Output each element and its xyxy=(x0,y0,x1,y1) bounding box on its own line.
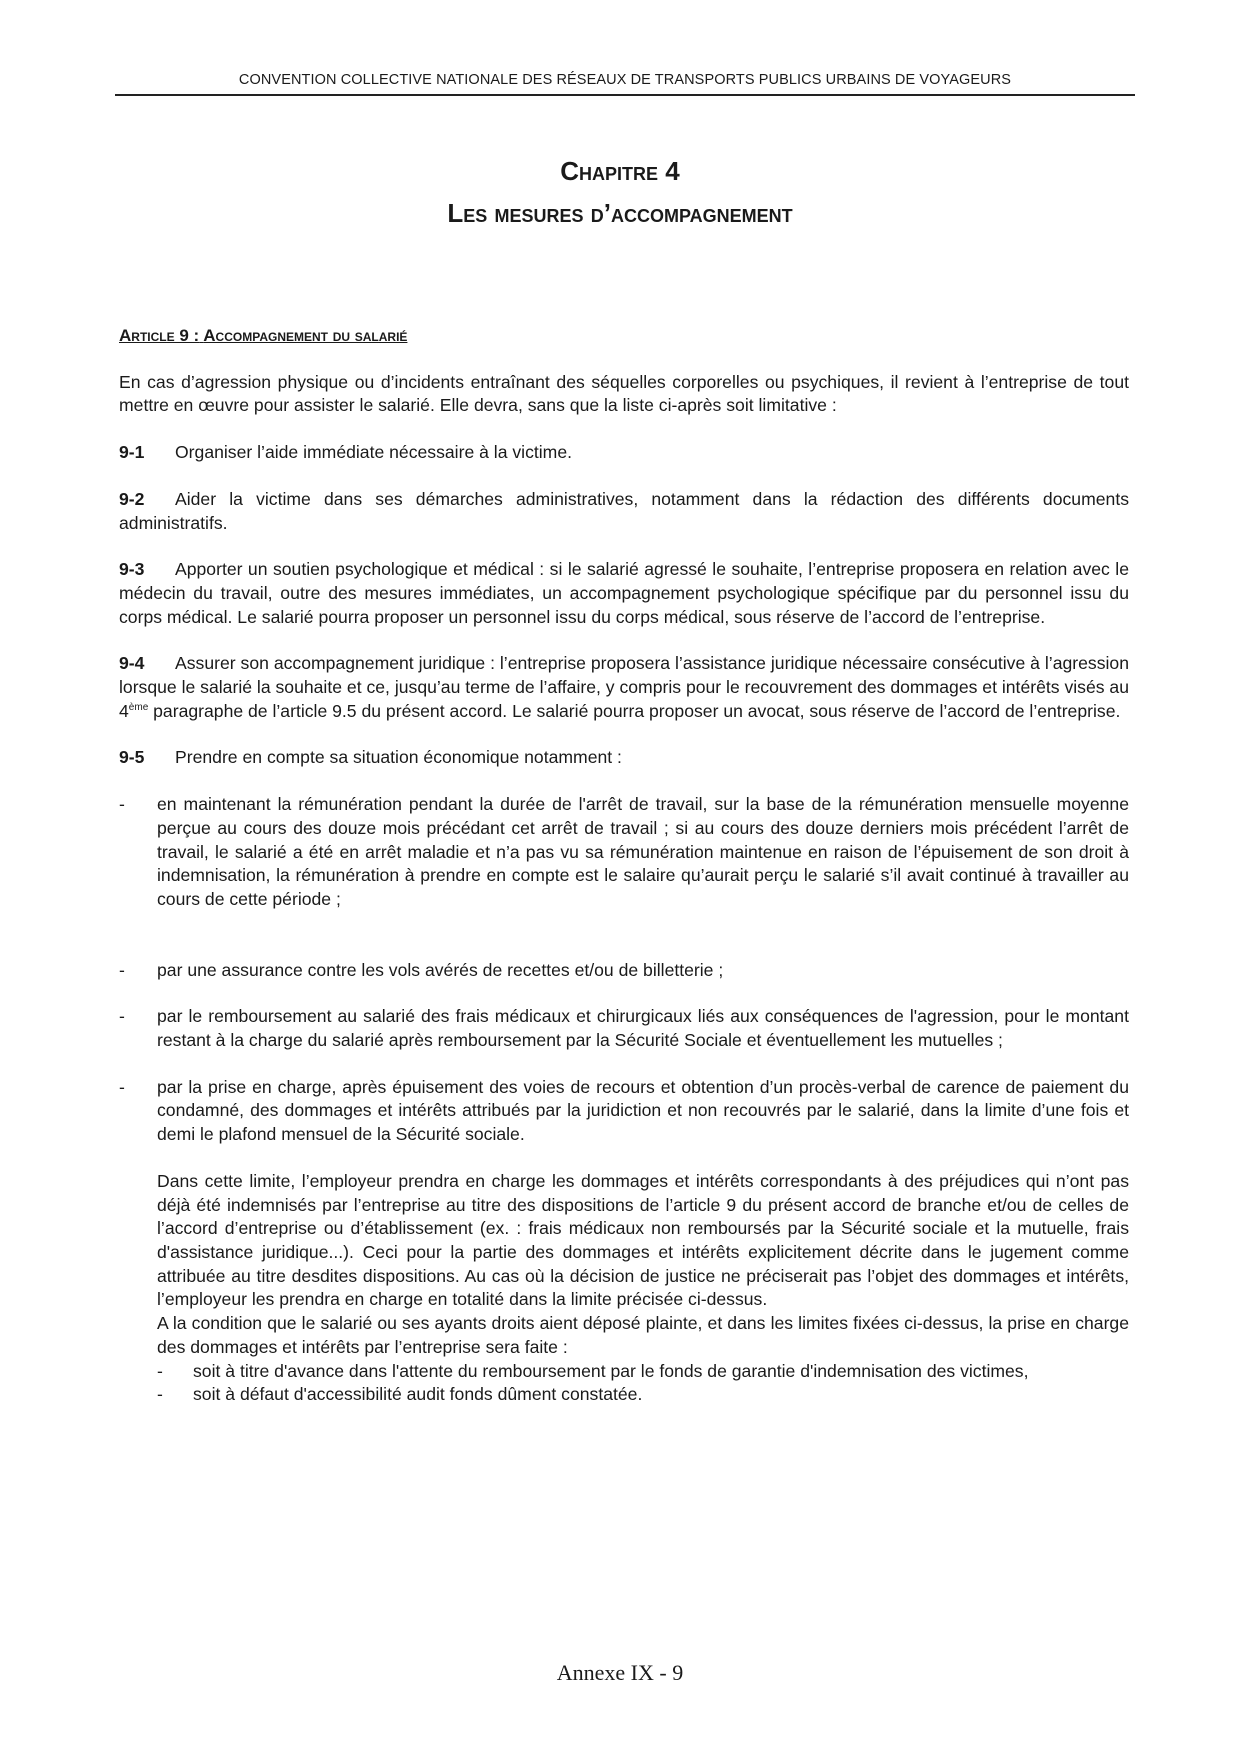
item-number: 9-2 xyxy=(119,488,145,509)
running-header: CONVENTION COLLECTIVE NATIONALE DES RÉSEAUX DE TRANSPORTS PUBLICS URBAINS DE VOYAGEURS xyxy=(238,72,1012,88)
sub-list-item xyxy=(119,1383,1129,1407)
chapter-number: Chapitre 4 xyxy=(560,156,680,186)
item-text: Aider la victime dans ses démarches administratives, notamment dans la rédaction des différents documents administratifs. xyxy=(119,488,1129,533)
page-footer: Annexe IX - 9 xyxy=(556,1660,684,1685)
sub-list-item-text: soit à titre d'avance dans l'attente du remboursement par le fonds de garantie d'indemnisation des victimes, xyxy=(193,1360,1029,1381)
item-number: 9-5 xyxy=(119,747,145,768)
item-9-4 xyxy=(119,652,1129,723)
list-item xyxy=(119,959,1129,983)
dash-bullet: - xyxy=(119,1006,125,1027)
dash-bullet: - xyxy=(157,1384,163,1405)
chapter-heading xyxy=(0,150,1240,234)
header-rule xyxy=(115,94,1135,96)
item-9-2 xyxy=(119,488,1129,535)
condition-paragraph: A la condition que le salarié ou ses ayants droits aient déposé plainte, et dans les limites fixées ci-dessus, la prise en charge des dommages et intérêts par l’entreprise sera faite : xyxy=(157,1313,1129,1357)
item-9-1 xyxy=(119,441,1129,465)
sub-list-item-text: soit à défaut d'accessibilité audit fonds dûment constatée. xyxy=(193,1384,643,1405)
article-intro: En cas d’agression physique ou d’incidents entraînant des séquelles corporelles ou psychiques, il revient à l’entreprise de tout mettre en œuvre pour assister le salarié. Elle devra, sans que la liste ci-après soit limitative : xyxy=(119,371,1129,416)
item-text: Apporter un soutien psychologique et médical : si le salarié agressé le souhaite, l’entreprise proposera en relation avec le médecin du travail, outre des mesures immédiates, un accompagnement psychologique spécifique par du personnel issu du corps médical. Le salarié pourra proposer un personnel issu du corps médical, sous réserve de l’accord de l’entreprise. xyxy=(119,559,1129,627)
article-heading xyxy=(119,324,1129,348)
item-9-5 xyxy=(119,746,1129,770)
dash-bullet: - xyxy=(119,794,125,815)
item-text: Assurer son accompagnement juridique : l’entreprise proposera l’assistance juridique nécessaire consécutive à l’agression lorsque le salarié la souhaite et ce, jusqu’au terme de l’affaire, y compris pour le recouvrement des dommages et intérêts visés au 4 xyxy=(119,653,1129,721)
dash-bullet: - xyxy=(119,959,125,980)
article-body xyxy=(119,324,1129,1407)
item-number: 9-4 xyxy=(119,653,145,674)
article-label: Article 9 : xyxy=(119,326,200,345)
dash-bullet: - xyxy=(157,1360,163,1381)
item-9-3 xyxy=(119,558,1129,629)
item-text: Organiser l’aide immédiate nécessaire à la victime. xyxy=(175,442,573,463)
article-title: Accompagnement du salarié xyxy=(203,326,408,345)
list-item-text: par une assurance contre les vols avérés de recettes et/ou de billetterie ; xyxy=(157,959,724,980)
list-item-text: par le remboursement au salarié des frais médicaux et chirurgicaux liés aux conséquences de l'agression, pour le montant restant à la charge du salarié après remboursement par la Sécurité Sociale et éventuellement les mutuelles ; xyxy=(157,1006,1129,1051)
list-item xyxy=(119,1005,1129,1052)
sub-list-item xyxy=(119,1360,1129,1384)
list-item xyxy=(119,793,1129,912)
chapter-title: Les mesures d’accompagnement xyxy=(447,198,793,228)
item-text: Prendre en compte sa situation économique notamment : xyxy=(175,747,622,768)
item-number: 9-3 xyxy=(119,559,145,580)
list-item-text: par la prise en charge, après épuisement des voies de recours et obtention d’un procès-verbal de carence de paiement du condamné, des dommages et intérêts attribués par la juridiction et non recouvrés par le salarié, dans la limite d’une fois et demi le plafond mensuel de la Sécurité sociale. xyxy=(157,1076,1129,1145)
list-item xyxy=(119,1076,1129,1147)
superscript: ème xyxy=(128,701,149,713)
list-item-text: en maintenant la rémunération pendant la durée de l'arrêt de travail, sur la base de la rémunération mensuelle moyenne perçue au cours des douze mois précédant cet arrêt de travail ; si au cours des douze derniers mois précédent l’arrêt de travail, le salarié a été en arrêt maladie et n’a pas vu sa rémunération maintenue en raison de l’épuisement de son droit à indemnisation, la rémunération à prendre en compte est le salaire qu’aurait perçu le salarié s’il avait continué à travailler au cours de cette période ; xyxy=(157,794,1129,909)
dash-bullet: - xyxy=(119,1076,125,1097)
limit-paragraph: Dans cette limite, l’employeur prendra en charge les dommages et intérêts correspondants à des préjudices qui n’ont pas déjà été indemnisés par l’entreprise au titre des dispositions de l’article 9 du présent accord de branche et/ou de celles de l’accord d’entreprise ou d’établissement (ex. : frais médicaux non remboursés par la Sécurité sociale et la mutuelle, frais d'assistance juridique...). Ceci pour la partie des dommages et intérêts explicitement décrite dans le jugement comme attribuée au titre desdites dispositions. Au cas où la décision de justice ne préciserait pas l’objet des dommages et intérêts, l’employeur les prendra en charge en totalité dans la limite précisée ci-dessus. xyxy=(157,1170,1129,1310)
item-number: 9-1 xyxy=(119,442,145,463)
item-text-continued: paragraphe de l’article 9.5 du présent accord. Le salarié pourra proposer un avocat, sous réserve de l’accord de l’entreprise. xyxy=(148,700,1121,721)
